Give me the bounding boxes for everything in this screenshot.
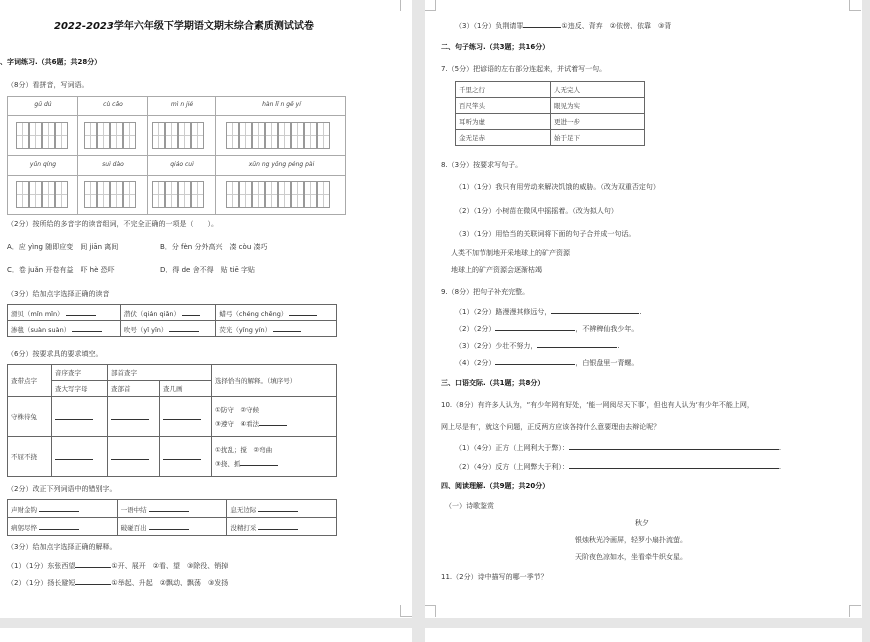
pinyin-label: mì n jié [170, 101, 194, 108]
q4-word: 不屈不挠 [8, 437, 52, 477]
q3-cell[interactable]: 滑贝（mǐn mǐn） [8, 305, 121, 321]
q4-header: 查部首 [108, 381, 160, 397]
q3-cell[interactable]: 吹号（yǐ yīn） [120, 321, 216, 337]
question-8-1: （1）（1分）我只有用劳动来解决饥饿的威胁。（改为双重否定句） [455, 183, 660, 191]
crop-mark [400, 605, 412, 617]
q3-cell[interactable]: 荧光（yǐng yín） [216, 321, 337, 337]
crop-mark [425, 0, 436, 11]
writing-boxes[interactable] [84, 181, 136, 208]
q3-cell[interactable]: 蜡弓（chéng chēng） [216, 305, 337, 321]
question-10-cont: 网上尽是有’，就这个问题，正反两方应该各持什么意要理由去辩论呢？ [441, 423, 661, 431]
question-10: 10.（8分）有许多人认为，“有少年网有好处，‘能一网阅尽天下事’，但也有人认为‘有少年不能上网， [441, 401, 754, 409]
idiom-left[interactable]: 耳听为虚 [456, 114, 551, 130]
answer-blank[interactable] [75, 560, 111, 568]
idiom-right[interactable]: 始于足下 [551, 130, 645, 146]
question-1: （8分）看拼音，写词语。 [7, 81, 89, 89]
option-b[interactable]: B．分 fèn 分外高兴 凑 còu 凑巧 [160, 243, 268, 251]
option-c[interactable]: C．卷 juǎn 开卷有益 吓 hè 恐吓 [7, 266, 115, 274]
q4-header: 部首查字 [108, 365, 212, 381]
answer-blank[interactable] [108, 437, 160, 477]
answer-blank[interactable] [537, 340, 617, 348]
crop-mark [425, 605, 436, 617]
crop-mark [849, 0, 861, 11]
question-9: 9.（8分）把句子补充完整。 [441, 288, 530, 296]
q4-table [7, 364, 337, 477]
writing-boxes[interactable] [16, 122, 68, 149]
pinyin-grid [7, 96, 346, 215]
answer-blank[interactable] [52, 437, 108, 477]
question-6-1: （1）（1分）东张西望 ①开、展开 ②看、望 ③除役、销掉 [7, 562, 229, 570]
pinyin-label: xūn ng yǒng péng pài [248, 161, 315, 168]
q4-header: 查带点字 [8, 365, 52, 397]
q7-table [455, 81, 645, 146]
question-8: 8.（3分）按要求写句子。 [441, 161, 523, 169]
doc-title: 2022-2023学年六年级下学期语文期末综合素质测试试卷 [54, 21, 314, 32]
page-left [0, 0, 412, 618]
poem-line: 天阶夜色凉如水，坐看牵牛织女星。 [575, 553, 687, 561]
answer-blank[interactable] [495, 357, 575, 365]
writing-boxes[interactable] [16, 181, 68, 208]
idiom-right[interactable]: 人无完人 [551, 82, 645, 98]
q3-cell[interactable]: 潜伏（qián qiǎn） [120, 305, 216, 321]
answer-blank[interactable] [523, 20, 561, 28]
q5-cell[interactable]: 病躬尽悴 [8, 518, 118, 536]
pinyin-label: cù cǎo [103, 101, 123, 108]
question-4: （6分）按要求具的要求填空。 [7, 350, 103, 358]
crop-mark [849, 605, 861, 617]
idiom-right[interactable]: 眼见为实 [551, 98, 645, 114]
q4-header: 选择恰当的解释。（填序号） [212, 365, 337, 397]
option-d[interactable]: D．得 de 舍不得 贴 tiē 字贴 [160, 266, 256, 274]
idiom-right[interactable]: 更进一步 [551, 114, 645, 130]
q3-cell[interactable]: 渗毯（suàn suàn） [8, 321, 121, 337]
answer-blank[interactable] [160, 397, 212, 437]
answer-blank[interactable] [569, 442, 779, 450]
q5-cell[interactable]: 声财金钩 [8, 500, 118, 518]
question-10-1: （1）（4分）正方（上网利大于弊）： . [455, 444, 782, 452]
question-11: 11.（2分）诗中描写的哪一季节？ [441, 573, 548, 581]
question-7: 7.（5分）把谚语的左右部分连起来，并试着写一句。 [441, 65, 607, 73]
sentence-b: 地球上的矿产资源会逐渐枯竭 [451, 266, 542, 274]
pinyin-label: yǔn qíng [29, 161, 57, 168]
section-4-heading: 四、阅读理解.（共9题；共20分） [441, 482, 550, 490]
question-9-4: （4）（2分） ，白银盘里一青螺。 [455, 359, 639, 367]
subsection-poetry: （一）诗歌鉴赏 [445, 502, 494, 510]
q4-options: ①防守 ②守候 ③遵守 ④看法 [212, 397, 337, 437]
question-6-3: （3）（1分）负荆请罪 ①违反、背弃 ②依傍、依靠 ③背 [455, 22, 672, 30]
writing-boxes[interactable] [226, 181, 330, 208]
writing-boxes[interactable] [84, 122, 136, 149]
q4-options: ①扰乱；搅 ②弯曲 ③挠、抓 [212, 437, 337, 477]
question-3: （3分）给加点字选择正确的读音 [7, 290, 110, 298]
pinyin-label: gū dú [34, 101, 52, 108]
question-9-2: （2）（2分） ，不辨稗仙我少年。 [455, 325, 639, 333]
q5-table [7, 499, 337, 536]
pinyin-label: suì dào [102, 161, 124, 168]
idiom-left[interactable]: 千里之行 [456, 82, 551, 98]
q5-cell[interactable]: 没精打采 [227, 518, 337, 536]
answer-blank[interactable] [569, 461, 779, 469]
answer-blank[interactable] [75, 577, 111, 585]
option-a[interactable]: A．应 yìng 随即应变 间 jiān 离间 [7, 243, 119, 251]
writing-boxes[interactable] [152, 181, 204, 208]
page-right-next [425, 628, 862, 642]
answer-blank[interactable] [495, 323, 575, 331]
question-8-3: （3）（1分）用恰当的关联词将下面的句子合并成一句话。 [455, 230, 636, 238]
question-9-3: （3）（2分）少壮不努力， . [455, 342, 620, 350]
answer-blank[interactable] [160, 437, 212, 477]
q5-cell[interactable]: 破碰百出 [117, 518, 227, 536]
sentence-a: 人类不加节制地开采地球上的矿产资源 [451, 249, 570, 257]
q5-cell[interactable]: 一语中结 [117, 500, 227, 518]
poem-title: 秋夕 [635, 519, 649, 527]
q4-word: 守株待兔 [8, 397, 52, 437]
answer-blank[interactable] [551, 306, 639, 314]
q3-table [7, 304, 337, 337]
section-3-heading: 三、口语交际.（共1题；共8分） [441, 379, 545, 387]
idiom-left[interactable]: 百尺竿头 [456, 98, 551, 114]
page-left-next [0, 628, 412, 642]
pinyin-label: hàn lǐ n gē yí [262, 101, 301, 108]
question-6-2: （2）（1分）扬长避短 ①举起、升起 ②飘动、飘荡 ③发扬 [7, 579, 229, 587]
page-right [425, 0, 862, 618]
q4-header: 查大写字母 [52, 381, 108, 397]
question-8-2: （2）（1分）小树苗在微风中摇摇着。（改为拟人句） [455, 207, 618, 215]
question-10-2: （2）（4分）反方（上网弊大于利）： . [455, 463, 782, 471]
question-2: （2分）按所给的多音字的读音组词，不完全正确的一项是（ ）。 [7, 220, 218, 228]
answer-blank[interactable] [52, 397, 108, 437]
writing-boxes[interactable] [226, 122, 330, 149]
question-5: （2分）改正下列词语中的错别字。 [7, 485, 117, 493]
question-9-1: （1）（2分）路漫漫其修远兮， . [455, 308, 642, 316]
crop-mark [400, 0, 412, 11]
q4-header: 音序查字 [52, 365, 108, 381]
idiom-left[interactable]: 金无足赤 [456, 130, 551, 146]
poem-line: 银烛秋光冷画屏，轻罗小扇扑流萤。 [575, 536, 687, 544]
writing-boxes[interactable] [152, 122, 204, 149]
q4-header: 查几画 [160, 381, 212, 397]
section-1-heading: 、字词练习.（共6题；共28分） [0, 58, 102, 66]
pinyin-label: qiáo cuì [170, 161, 194, 168]
q5-cell[interactable]: 息无边际 [227, 500, 337, 518]
question-6: （3分）给加点字选择正确的解释。 [7, 543, 117, 551]
section-2-heading: 二、句子练习.（共3题；共16分） [441, 43, 550, 51]
answer-blank[interactable] [108, 397, 160, 437]
